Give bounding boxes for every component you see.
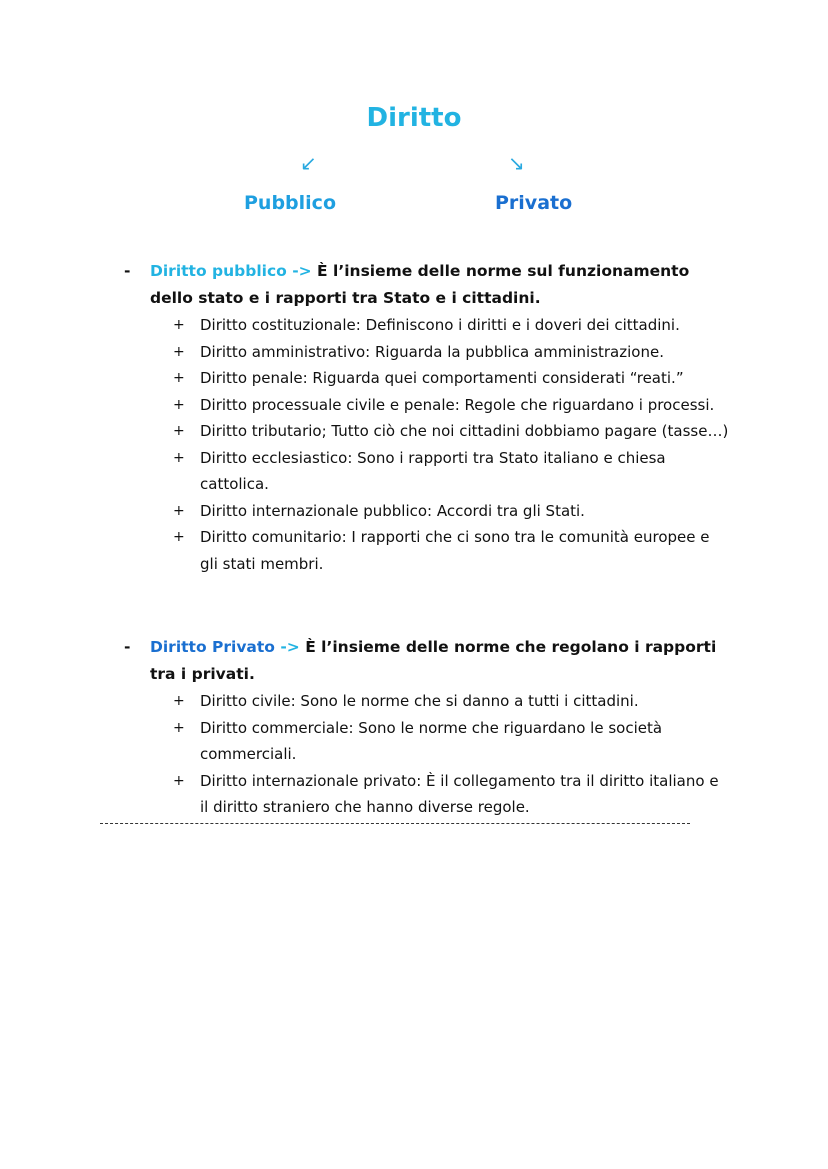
list-item: + Diritto civile: Sono le norme che si danno a tutti i cittadini. [0,688,730,715]
list-item: + Diritto ecclesiastico: Sono i rapporti tra Stato italiano e chiesa cattolica. [0,445,730,498]
arrow-link: -> [292,262,312,280]
public-law-term: Diritto pubblico [150,262,287,280]
list-item: + Diritto internazionale pubblico: Accordi tra gli Stati. [0,498,730,525]
private-law-list [0,688,828,821]
dashed-divider [100,823,690,824]
list-item: + Diritto penale: Riguarda quei comportamenti considerati “reati.” [0,365,730,392]
branch-privato: Privato [495,192,573,214]
private-law-definition: È l’insieme delle norme che regolano i rapporti tra i privati. [150,638,717,683]
private-law-heading [0,634,720,688]
plus-bullet-icon: + [173,772,185,789]
plus-bullet-icon: + [173,502,185,519]
plus-bullet-icon: + [173,396,185,413]
list-item: + Diritto internazionale privato: È il collegamento tra il diritto italiano e il diritto straniero che hanno diverse regole. [0,768,730,821]
list-item: + Diritto commerciale: Sono le norme che riguardano le società commerciali. [0,715,730,768]
plus-bullet-icon: + [173,693,185,709]
list-item: + Diritto tributario; Tutto ciò che noi cittadini dobbiamo pagare (tasse…) [0,418,730,445]
page-title: Diritto [366,103,462,133]
branch-pubblico: Pubblico [244,192,336,214]
arrow-down-left-icon: ↙ [300,151,317,175]
plus-bullet-icon: + [173,529,185,545]
dash-bullet: - [124,262,131,280]
list-item: + Diritto comunitario: I rapporti che ci sono tra le comunità europee e gli stati membri. [0,524,730,577]
list-item: + Diritto costituzionale: Definiscono i diritti e i doveri dei cittadini. [0,312,730,339]
public-law-definition: È l’insieme delle norme sul funzionamento dello stato e i rapporti tra Stato e i cittadini. [150,262,690,307]
private-law-section [0,634,828,821]
private-law-term: Diritto Privato [150,638,275,656]
public-law-section [0,258,828,577]
dash-bullet: - [124,638,131,656]
public-law-list [0,312,828,577]
arrow-down-right-icon: ↘ [508,151,525,175]
public-law-heading [0,258,720,312]
plus-bullet-icon: + [173,317,185,333]
plus-bullet-icon: + [173,449,185,466]
plus-bullet-icon: + [173,343,185,360]
list-item: + Diritto amministrativo: Riguarda la pubblica amministrazione. [0,339,730,366]
plus-bullet-icon: + [173,719,185,736]
arrow-link: -> [280,638,300,656]
plus-bullet-icon: + [173,423,185,439]
list-item: + Diritto processuale civile e penale: Regole che riguardano i processi. [0,392,730,419]
plus-bullet-icon: + [173,370,185,386]
